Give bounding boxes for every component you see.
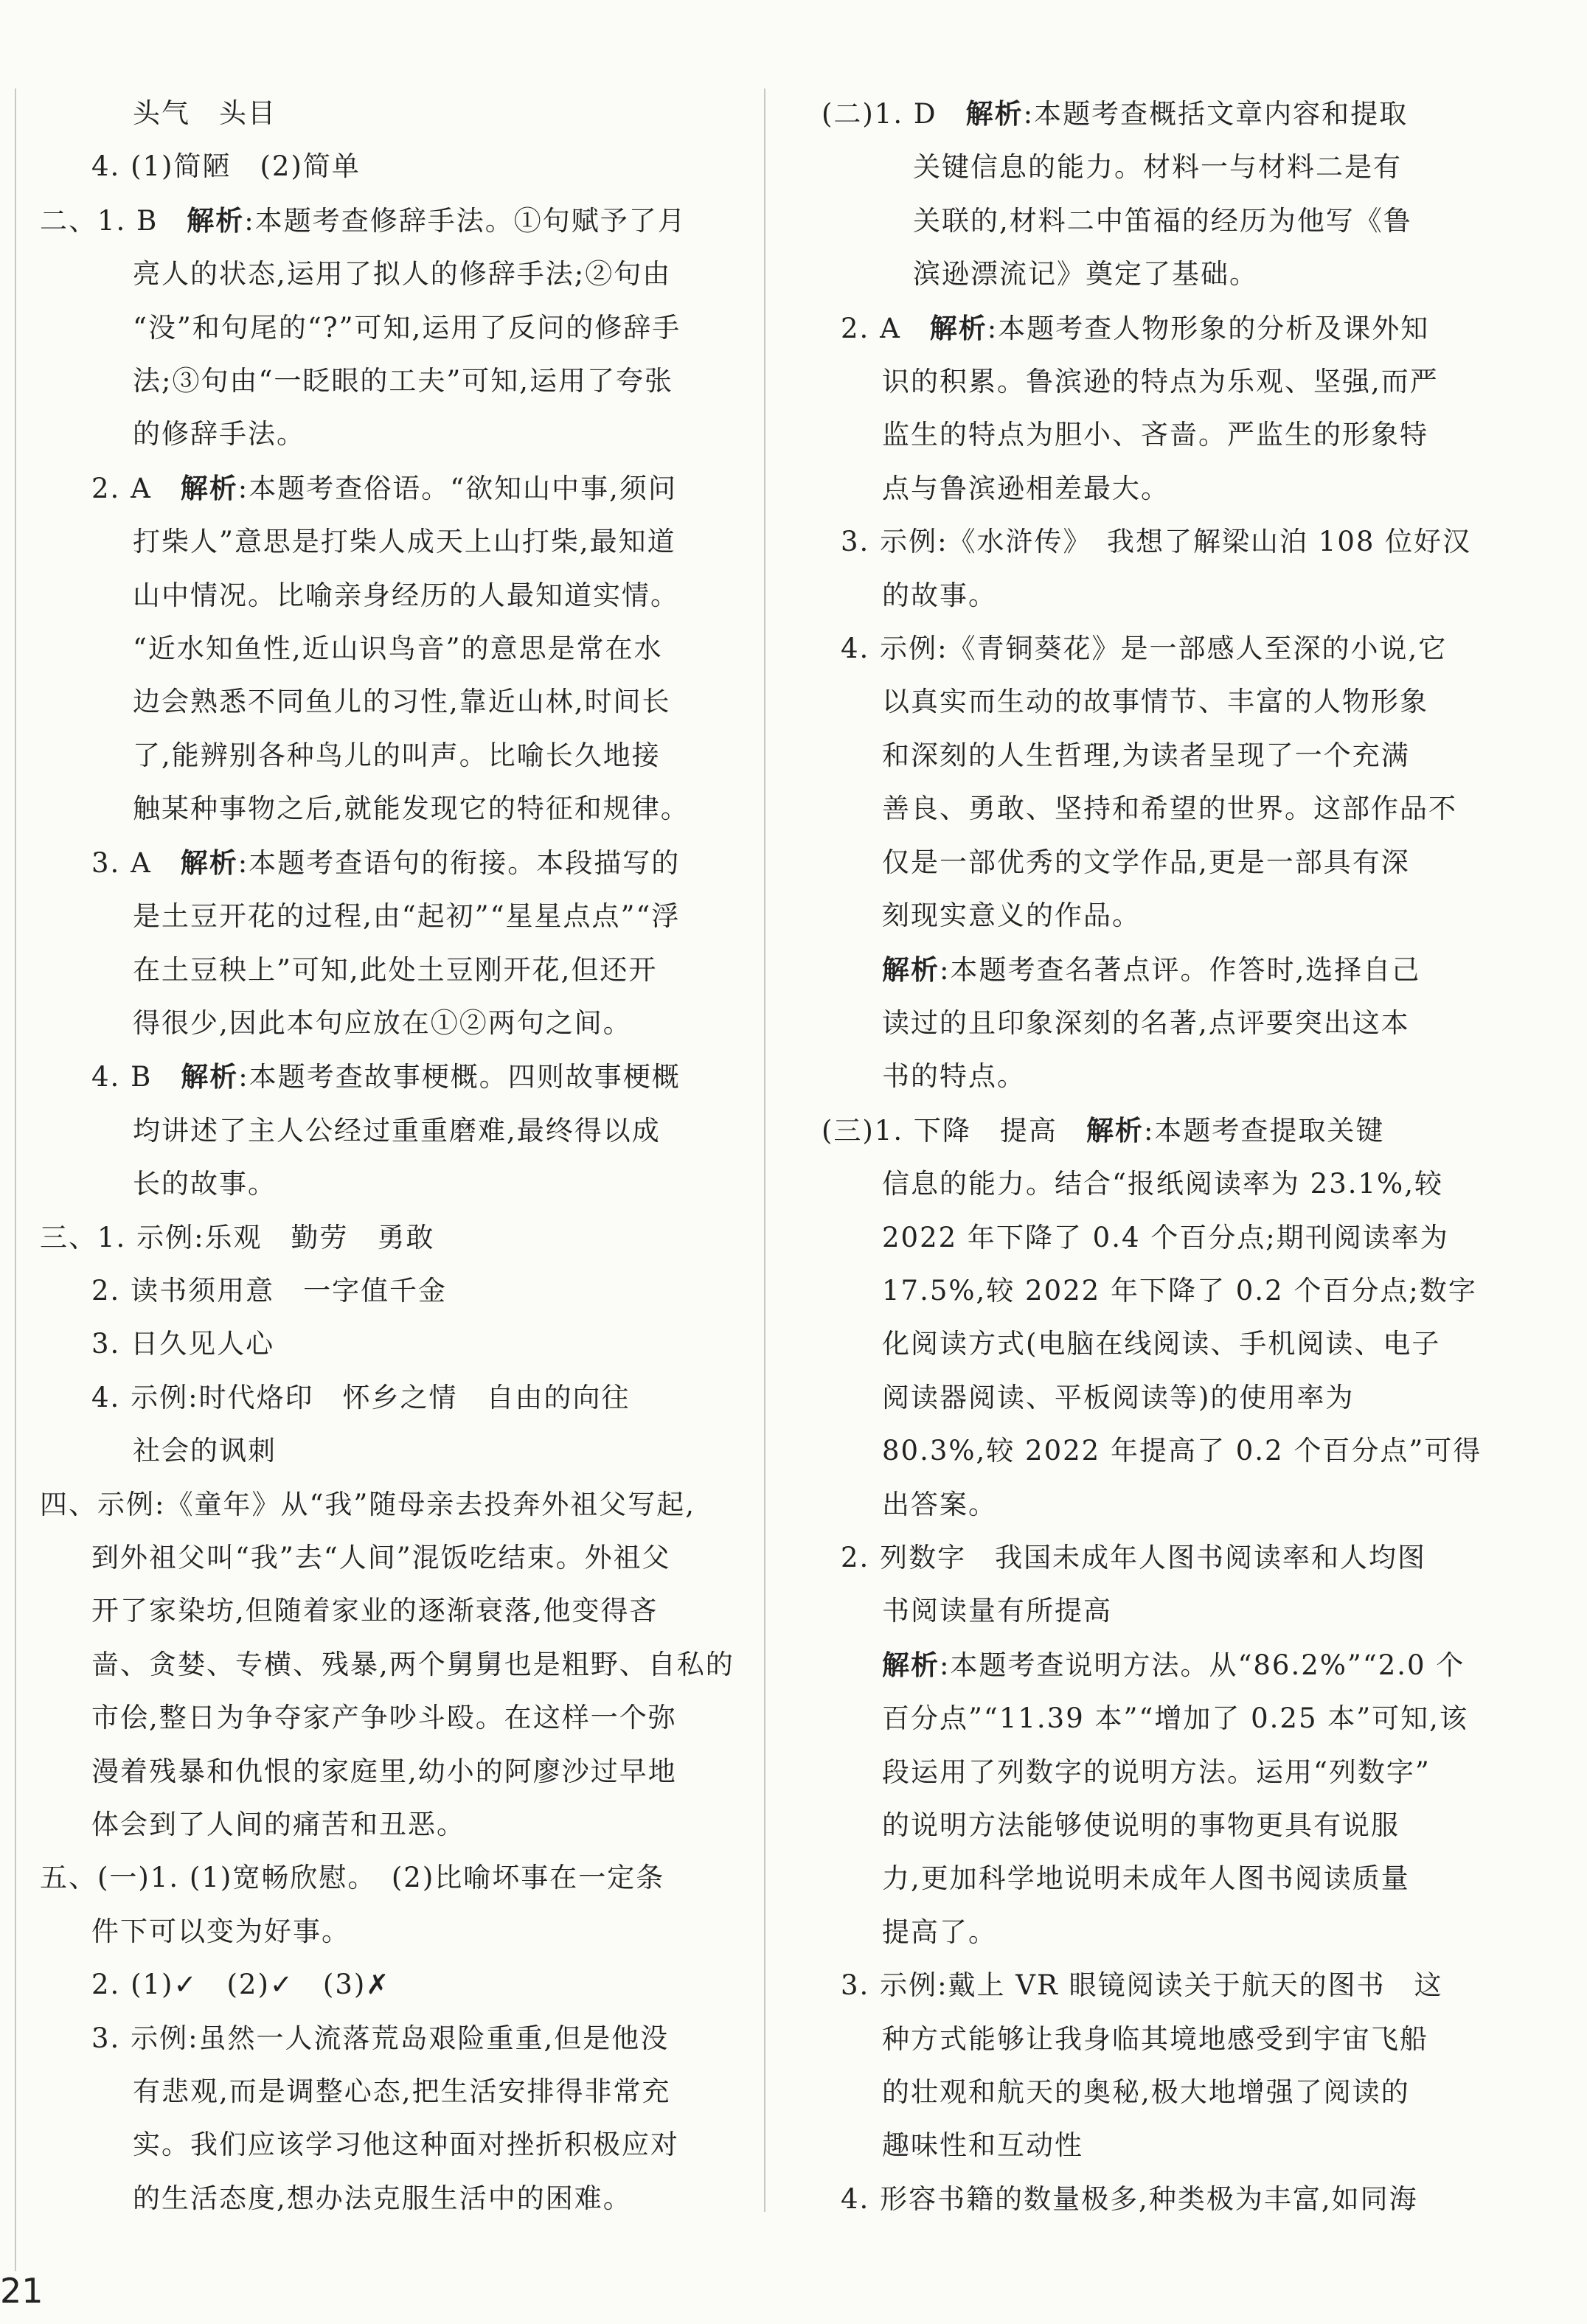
answer-line <box>822 782 1559 835</box>
answer-line <box>822 997 1559 1050</box>
line-text: 长的故事。 <box>133 1168 277 1200</box>
answer-line <box>822 569 1559 622</box>
answer-line <box>40 1584 737 1638</box>
answer-line <box>822 1104 1559 1158</box>
answer-line <box>40 2012 737 2065</box>
answer-line <box>822 1638 1559 1692</box>
answer-line <box>822 1318 1559 1371</box>
line-text: 二、1. B <box>40 204 187 237</box>
analysis-keyword: 解析 <box>882 1648 940 1681</box>
answer-line <box>822 515 1559 568</box>
line-text: 趣味性和互动性 <box>882 2129 1083 2162</box>
answer-line <box>40 622 737 675</box>
answer-line <box>40 140 737 193</box>
line-text: 监生的特点为胆小、吝啬。严监生的形象特 <box>882 419 1428 451</box>
answer-line <box>40 408 737 461</box>
answer-line <box>40 1691 737 1744</box>
answer-line <box>822 87 1559 141</box>
analysis-keyword: 解析 <box>929 311 987 344</box>
page-number: 21 <box>0 2271 44 2311</box>
answer-line <box>822 302 1559 355</box>
line-text: 和深刻的人生哲理,为读者呈现了一个充满 <box>882 739 1410 771</box>
analysis-keyword: 解析 <box>180 471 238 504</box>
answer-line <box>40 729 737 782</box>
answer-line <box>822 943 1559 997</box>
answer-line <box>822 2173 1559 2226</box>
line-text: :本题考查语句的衔接。本段描写的 <box>237 846 681 879</box>
line-text: :本题考查提取关键 <box>1143 1114 1385 1147</box>
answer-line <box>822 889 1559 942</box>
line-text: 2022 年下降了 0.4 个百分点;期刊阅读率为 <box>882 1221 1449 1253</box>
line-text: 到外祖父叫“我”去“人间”混饭吃结束。外祖父 <box>91 1541 671 1573</box>
answer-line <box>822 1584 1559 1638</box>
line-text: 2. 列数字 我国未成年人图书阅读率和人均图 <box>841 1541 1427 1573</box>
line-text: 的故事。 <box>882 579 997 611</box>
line-text: 3. 日久见人心 <box>91 1328 275 1360</box>
answer-line <box>822 141 1559 194</box>
answer-line <box>822 1424 1559 1478</box>
line-text: 4. 示例:《青铜葵花》是一部感人至深的小说,它 <box>841 633 1448 665</box>
line-text: (二)1. D <box>822 98 966 130</box>
line-text: 打柴人”意思是打柴人成天上山打柴,最知道 <box>133 526 676 558</box>
answer-line <box>822 2013 1559 2066</box>
line-text: 2. (1)✓ (2)✓ (3)✗ <box>91 1969 391 2001</box>
answer-line <box>822 729 1559 782</box>
line-text: 关键信息的能力。材料一与材料二是有 <box>913 151 1402 184</box>
line-text: 4. 形容书籍的数量极多,种类极为丰富,如同海 <box>841 2182 1418 2215</box>
line-text: 是土豆开花的过程,由“起初”“星星点点”“浮 <box>133 900 681 933</box>
line-text: 体会到了人间的痛苦和丑恶。 <box>91 1809 465 1840</box>
answer-line <box>40 515 737 568</box>
line-text: 3. 示例:戴上 VR 眼镜阅读关于航天的图书 这 <box>841 1969 1443 2002</box>
answer-line <box>822 1906 1559 1959</box>
line-text: 头气 头目 <box>133 97 277 129</box>
answer-line <box>40 1211 737 1264</box>
line-text: :本题考查修辞手法。①句赋予了月 <box>244 204 687 237</box>
answer-line <box>40 569 737 622</box>
line-text: 社会的讽刺 <box>133 1435 277 1467</box>
answer-line <box>822 2119 1559 2172</box>
answer-line <box>822 408 1559 462</box>
line-text: 以真实而生动的故事情节、丰富的人物形象 <box>882 686 1428 718</box>
answer-line <box>40 1531 737 1584</box>
line-text: 五、(一)1. (1)宽畅欣慰。 (2)比喻坏事在一定条 <box>40 1862 665 1894</box>
line-text: 百分点”“11.39 本”“增加了 0.25 本”可知,该 <box>882 1702 1468 1735</box>
answer-line <box>822 1852 1559 1905</box>
line-text: 滨逊漂流记》奠定了基础。 <box>913 258 1258 290</box>
line-text: 3. A <box>91 846 181 879</box>
answer-line <box>40 1905 737 1958</box>
answer-column-right <box>822 87 1559 2226</box>
line-text: 边会熟悉不同鱼儿的习性,靠近山林,时间长 <box>133 686 671 718</box>
line-text: 件下可以变为好事。 <box>91 1915 350 1947</box>
line-text: 3. 示例:虽然一人流落荒岛艰险重重,但是他没 <box>91 2022 670 2054</box>
line-text: 的说明方法能够使说明的事物更具有说服 <box>882 1809 1400 1841</box>
answer-line <box>822 1158 1559 1211</box>
answer-line <box>40 1050 737 1104</box>
line-text: 2. A <box>91 472 181 504</box>
answer-line <box>40 2172 737 2225</box>
answer-line <box>40 890 737 943</box>
analysis-keyword: 解析 <box>187 203 245 237</box>
line-text: :本题考查俗语。“欲知山中事,须问 <box>237 472 677 504</box>
answer-line <box>40 2065 737 2118</box>
answer-line <box>40 462 737 515</box>
line-text: 刻现实意义的作品。 <box>882 900 1141 932</box>
line-text: “没”和句尾的“?”可知,运用了反问的修辞手 <box>133 311 681 344</box>
line-text: 80.3%,较 2022 年提高了 0.2 个百分点”可得 <box>882 1435 1482 1467</box>
answer-line <box>40 1745 737 1798</box>
answer-line <box>40 87 737 140</box>
answer-line <box>40 1958 737 2011</box>
answer-line <box>40 1264 737 1318</box>
line-text: 的壮观和航天的奥秘,极大地增强了阅读的 <box>882 2076 1410 2109</box>
answer-line <box>822 248 1559 301</box>
line-text: 法;③句由“一眨眼的工夫”可知,运用了夸张 <box>133 365 674 397</box>
line-text: (三)1. 下降 提高 <box>822 1114 1086 1147</box>
answer-line <box>40 1158 737 1211</box>
answer-line <box>822 1959 1559 2012</box>
line-text: 提高了。 <box>882 1916 997 1948</box>
answer-line <box>40 1104 737 1158</box>
answer-column-left <box>40 87 737 2225</box>
answer-line <box>822 1050 1559 1103</box>
answer-line <box>822 1264 1559 1318</box>
line-text: 识的积累。鲁滨逊的特点为乐观、坚强,而严 <box>882 366 1439 398</box>
line-text: 三、1. 示例:乐观 勤劳 勇敢 <box>40 1221 435 1253</box>
line-text: :本题考查人物形象的分析及课外知 <box>987 312 1430 344</box>
line-text: 触某种事物之后,就能发现它的特征和规律。 <box>133 793 690 825</box>
line-text: 了,能辨别各种鸟儿的叫声。比喻长久地接 <box>133 739 661 771</box>
answer-line <box>40 944 737 997</box>
answer-line <box>40 1798 737 1851</box>
line-text: 17.5%,较 2022 年下降了 0.2 个百分点;数字 <box>882 1274 1477 1307</box>
line-text: 啬、贪婪、专横、残暴,两个舅舅也是粗野、自私的 <box>91 1648 735 1680</box>
analysis-keyword: 解析 <box>180 846 238 879</box>
answer-line <box>40 355 737 408</box>
answer-line <box>40 194 737 248</box>
analysis-keyword: 解析 <box>1086 1113 1144 1147</box>
line-text: 的修辞手法。 <box>133 418 305 450</box>
line-text: 善良、勇敢、坚持和希望的世界。这部作品不 <box>882 793 1457 825</box>
line-text: 化阅读方式(电脑在线阅读、手机阅读、电子 <box>882 1328 1441 1360</box>
left-margin-rule <box>15 88 16 2271</box>
answer-line <box>822 622 1559 675</box>
line-text: :本题考查概括文章内容和提取 <box>1023 98 1409 130</box>
answer-line <box>40 1851 737 1904</box>
answer-line <box>822 462 1559 515</box>
line-text: 2. A <box>841 312 930 344</box>
line-text: 漫着残暴和仇恨的家庭里,幼小的阿廖沙过早地 <box>91 1755 677 1787</box>
line-text: 阅读器阅读、平板阅读等)的使用率为 <box>882 1381 1355 1413</box>
line-text: 力,更加科学地说明未成年人图书阅读质量 <box>882 1862 1410 1895</box>
line-text: 信息的能力。结合“报纸阅读率为 23.1%,较 <box>882 1168 1443 1200</box>
line-text: 关联的,材料二中笛福的经历为他写《鲁 <box>913 204 1412 237</box>
answer-line <box>40 2118 737 2171</box>
line-text: 3. 示例:《水浒传》 我想了解梁山泊 108 位好汉 <box>841 526 1472 558</box>
analysis-keyword: 解析 <box>882 953 940 986</box>
line-text: 市侩,整日为争夺家产争吵斗殴。在这样一个弥 <box>91 1702 677 1734</box>
analysis-keyword: 解析 <box>181 1060 239 1093</box>
line-text: 得很少,因此本句应放在①②两句之间。 <box>133 1006 632 1039</box>
line-text: 在土豆秧上”可知,此处土豆刚开花,但还开 <box>133 953 658 986</box>
answer-line <box>822 1478 1559 1531</box>
answer-line <box>40 782 737 835</box>
line-text: :本题考查说明方法。从“86.2%”“2.0 个 <box>940 1649 1465 1681</box>
answer-line <box>40 248 737 301</box>
line-text: :本题考查名著点评。作答时,选择自己 <box>940 953 1421 986</box>
line-text: 实。我们应该学习他这种面对挫折积极应对 <box>133 2129 679 2161</box>
line-text: 4. B <box>91 1061 181 1093</box>
line-text: 出答案。 <box>882 1488 997 1520</box>
answer-line <box>40 1318 737 1371</box>
answer-line <box>822 355 1559 408</box>
line-text: 2. 读书须用意 一字值千金 <box>91 1274 448 1307</box>
line-text: 段运用了列数字的说明方法。运用“列数字” <box>882 1756 1431 1788</box>
line-text: 点与鲁滨逊相差最大。 <box>882 472 1170 504</box>
answer-line <box>40 1424 737 1478</box>
answer-line <box>822 1211 1559 1264</box>
line-text: 仅是一部优秀的文学作品,更是一部具有深 <box>882 846 1410 878</box>
answer-line <box>822 2066 1559 2119</box>
analysis-keyword: 解析 <box>965 97 1024 130</box>
line-text: :本题考查故事梗概。四则故事梗概 <box>238 1061 681 1093</box>
answer-line <box>40 1371 737 1424</box>
line-text: “近水知鱼性,近山识鸟音”的意思是常在水 <box>133 633 663 665</box>
answer-line <box>822 1799 1559 1852</box>
line-text: 4. 示例:时代烙印 怀乡之情 自由的向往 <box>91 1381 631 1413</box>
line-text: 书的特点。 <box>882 1060 1026 1093</box>
column-divider <box>764 88 765 2212</box>
line-text: 均讲述了主人公经过重重磨难,最终得以成 <box>133 1114 661 1147</box>
line-text: 四、示例:《童年》从“我”随母亲去投奔外祖父写起, <box>40 1488 696 1520</box>
answer-line <box>40 302 737 355</box>
answer-line <box>822 1531 1559 1584</box>
answer-line <box>40 1478 737 1531</box>
line-text: 的生活态度,想办法克服生活中的困难。 <box>133 2182 632 2214</box>
line-text: 有悲观,而是调整心态,把生活安排得非常充 <box>133 2076 671 2108</box>
line-text: 读过的且印象深刻的名著,点评要突出这本 <box>882 1006 1410 1039</box>
line-text: 亮人的状态,运用了拟人的修辞手法;②句由 <box>133 258 672 290</box>
answer-line <box>822 675 1559 728</box>
line-text: 开了家染坊,但随着家业的逐渐衰落,他变得吝 <box>91 1595 659 1627</box>
line-text: 4. (1)简陋 (2)简单 <box>91 150 361 183</box>
line-text: 种方式能够让我身临其境地感受到宇宙飞船 <box>882 2022 1428 2055</box>
answer-line <box>822 1746 1559 1799</box>
answer-line <box>40 997 737 1050</box>
line-text: 书阅读量有所提高 <box>882 1595 1112 1627</box>
answer-line <box>40 675 737 728</box>
answer-line <box>822 195 1559 248</box>
answer-line <box>40 1638 737 1691</box>
answer-line <box>822 1692 1559 1745</box>
answer-line <box>822 1371 1559 1424</box>
line-text: 山中情况。比喻亲身经历的人最知道实情。 <box>133 579 679 611</box>
answer-line <box>40 836 737 890</box>
answer-line <box>822 836 1559 889</box>
